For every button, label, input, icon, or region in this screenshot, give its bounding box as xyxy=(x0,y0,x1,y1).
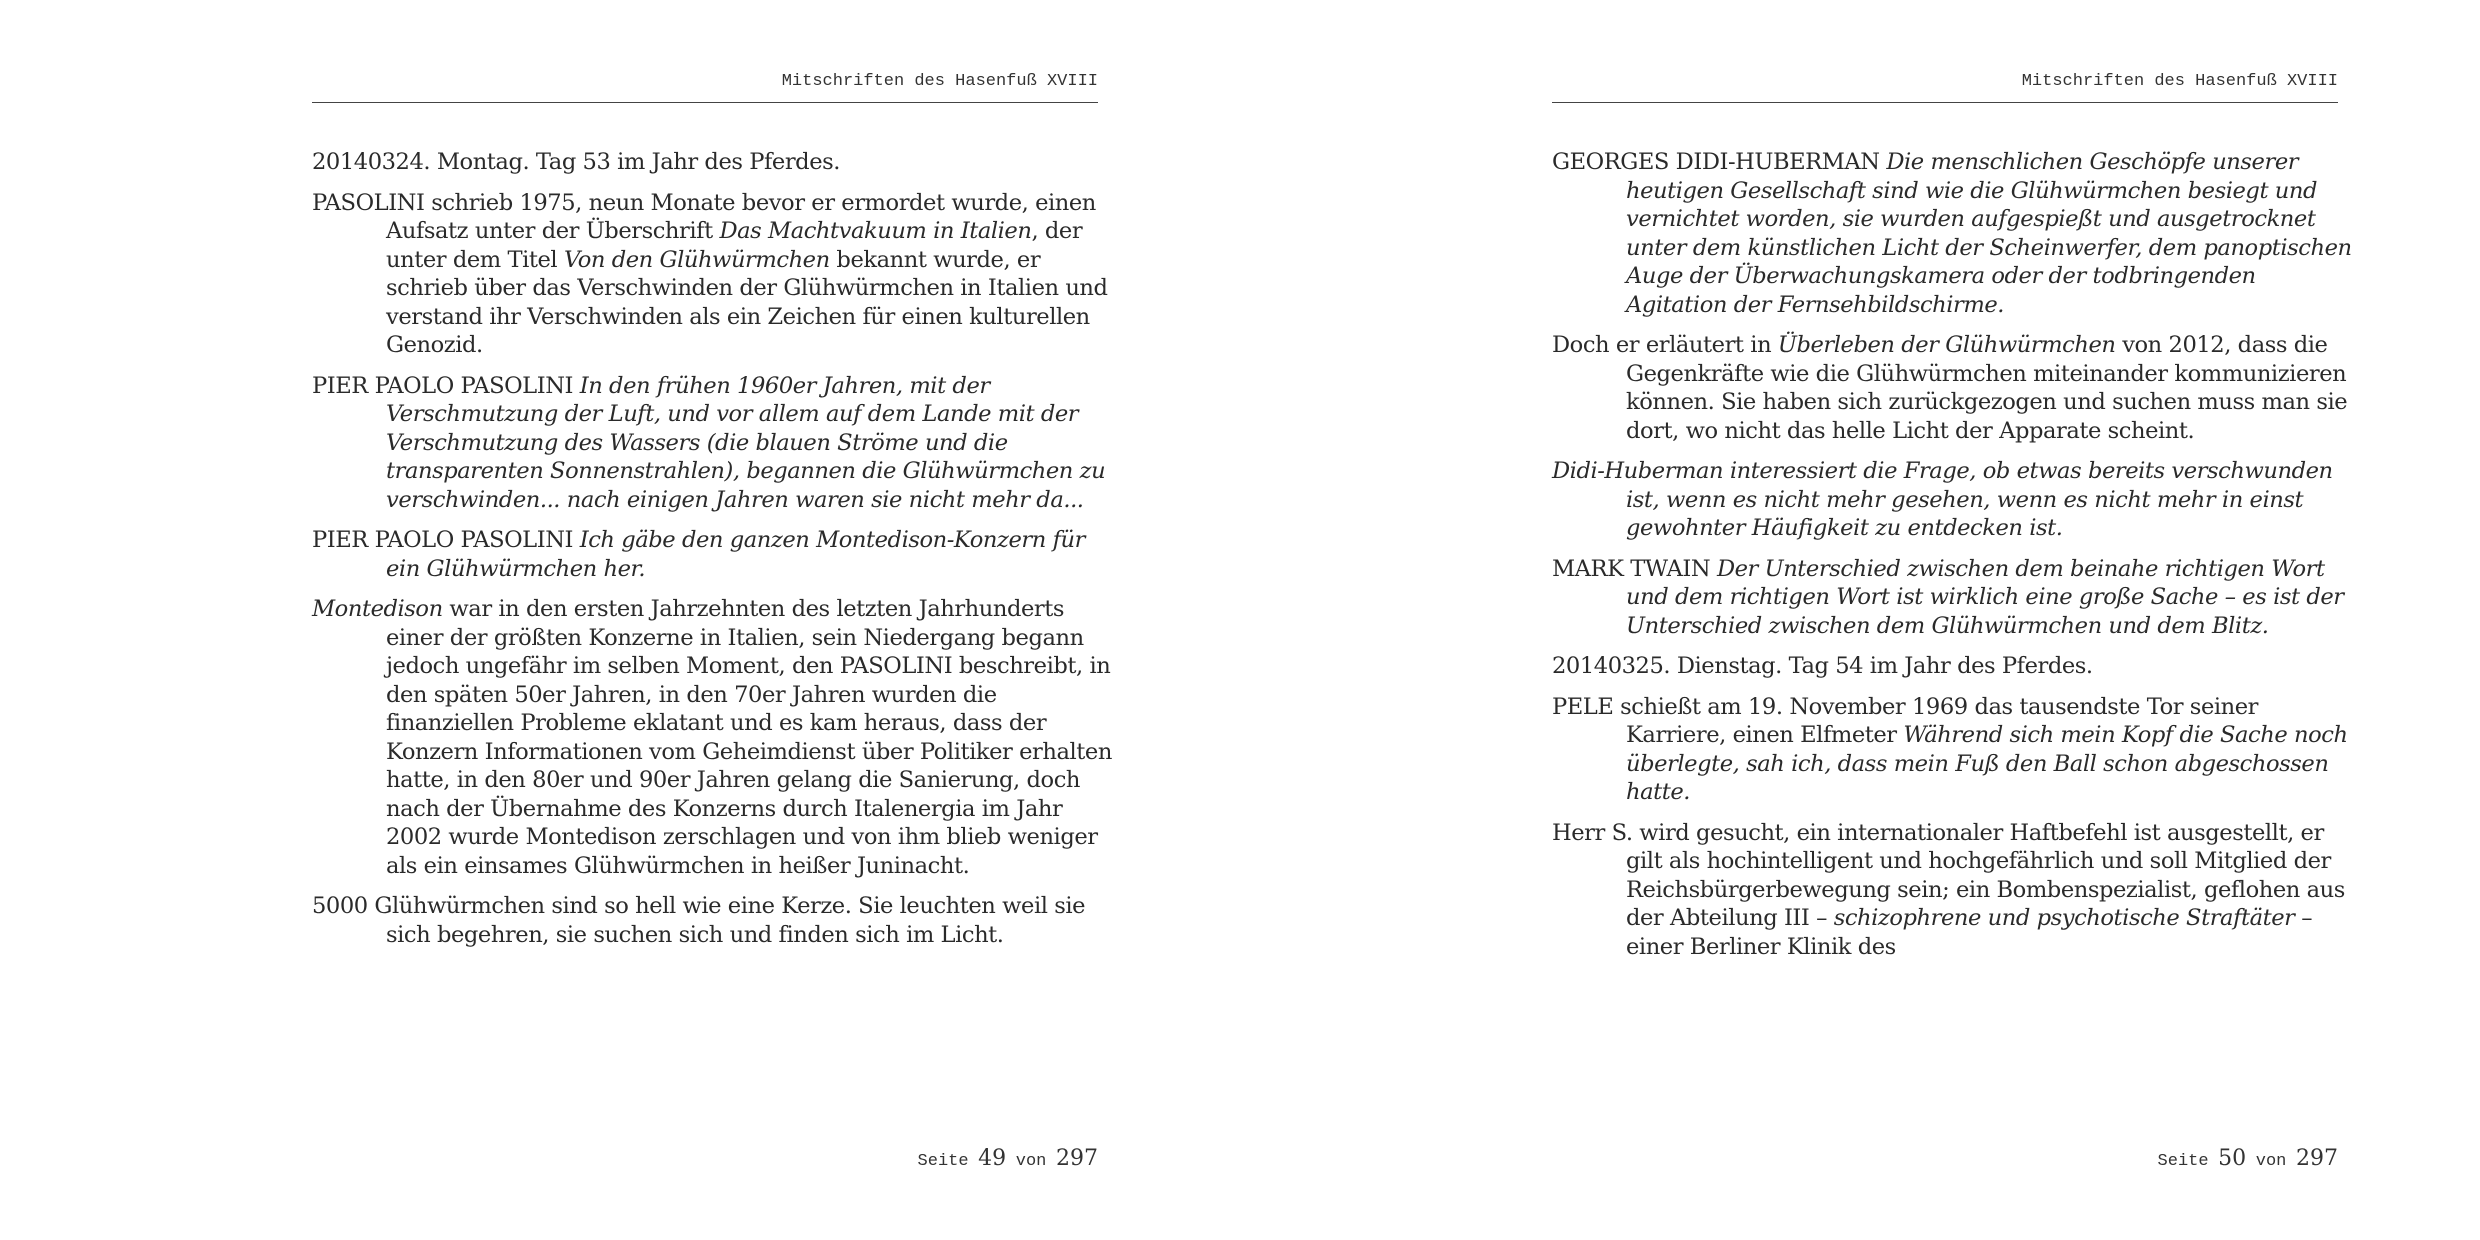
italic-text: Von den Glühwürmchen xyxy=(563,246,830,273)
running-header: Mitschriften des Hasenfuß XVIII xyxy=(312,72,1098,103)
journal-entry xyxy=(312,372,1112,515)
page-footer xyxy=(1552,1146,2338,1171)
italic-text: Ich gäbe den ganzen Montedison-Konzern für ein Glühwürmchen her. xyxy=(386,527,1085,582)
entry-text: von 2012, dass die Gegenkräfte wie die Glühwürmchen miteinander kommunizieren können. Sie haben sich zurückgezogen und suchen muss man sie dort, wo nicht das helle Licht der Apparate scheint. xyxy=(1626,332,2348,444)
journal-entry xyxy=(1552,148,2352,319)
entry-text: PASOLINI schrieb 1975, neun Monate bevor er ermordet wurde, einen Aufsatz unter der Überschrift xyxy=(312,189,1096,244)
page-number: 50 xyxy=(2218,1146,2247,1171)
running-header: Mitschriften des Hasenfuß XVIII xyxy=(1552,72,2338,103)
journal-entry xyxy=(1552,652,2352,681)
page-total: 297 xyxy=(1056,1146,1098,1171)
page-right xyxy=(1240,0,2480,1240)
footer-von-label: von xyxy=(1015,1152,1047,1171)
entry-text: war in den ersten Jahrzehnten des letzten Jahrhunderts einer der größten Konzerne in Italien, sein Niedergang begann jedoch ungefähr im selben Moment, den PASOLINI beschreibt, in den späten 50er Jahren, in den 70er Jahren wurden die finanziellen Probleme eklatant und es kam heraus, dass der Konzern Informationen vom Geheimdienst über Politiker erhalten hatte, in den 80er und 90er Jahren gelang die Sanierung, doch nach der Übernahme des Konzerns durch Italenergia im Jahr 2002 wurde Montedison zerschlagen und von ihm blieb weniger als ein einsames Glühwürmchen in heißer Juninacht. xyxy=(386,596,1112,879)
journal-entry xyxy=(312,526,1112,583)
journal-entry xyxy=(312,148,1112,177)
journal-entry xyxy=(1552,331,2352,445)
page-content xyxy=(312,148,1112,961)
page-content xyxy=(1552,148,2352,973)
entry-text: PIER PAOLO PASOLINI xyxy=(312,372,580,399)
journal-entry xyxy=(1552,555,2352,641)
italic-text: Der Unterschied zwischen dem beinahe richtigen Wort und dem richtigen Wort ist wirklich eine große Sache – es ist der Unterschied zwischen dem Glühwürmchen und dem Blitz. xyxy=(1626,555,2344,639)
page-total: 297 xyxy=(2296,1146,2338,1171)
journal-entry xyxy=(1552,693,2352,807)
entry-text: , der unter dem Titel xyxy=(386,218,1083,273)
footer-seite-label: Seite xyxy=(917,1152,969,1171)
journal-entry xyxy=(312,189,1112,360)
journal-entry xyxy=(1552,457,2352,543)
entry-text: – einer Berliner Klinik des xyxy=(1626,905,2313,960)
entry-text: GEORGES DIDI-HUBERMAN xyxy=(1552,149,1887,175)
entry-text: PIER PAOLO PASOLINI xyxy=(312,527,580,553)
italic-text: Das Machtvakuum in Italien xyxy=(719,218,1032,244)
journal-entry xyxy=(312,892,1112,949)
entry-text: Herr S. wird gesucht, ein internationaler Haftbefehl ist ausgestellt, er gilt als hochintelligent und hochgefährlich und soll Mitglied der Reichsbürgerbewegung sein; ein Bombenspezialist, geflohen aus der Abteilung III – xyxy=(1552,819,2345,931)
italic-text: schizophrene und psychotische Straftäter xyxy=(1833,905,2295,931)
italic-text: Didi-Huberman interessiert die Frage, ob etwas bereits verschwunden ist, wenn es nicht mehr gesehen, wenn es nicht mehr in einst gewohnter Häufigkeit zu entdecken ist. xyxy=(1552,458,2333,541)
footer-seite-label: Seite xyxy=(2157,1152,2209,1171)
italic-text: Montedison xyxy=(312,596,443,622)
entry-text: bekannt wurde, er schrieb über das Verschwinden der Glühwürmchen in Italien und verstand ihr Verschwinden als ein Zeichen für einen kulturellen Genozid. xyxy=(386,246,1108,358)
italic-text: Während sich mein Kopf die Sache noch überlegte, sah ich, dass mein Fuß den Ball schon abgeschossen hatte. xyxy=(1626,722,2348,805)
entry-text: PELE schießt am 19. November 1969 das tausendste Tor seiner Karriere, einen Elfmeter xyxy=(1552,693,2259,748)
italic-text: Die menschlichen Geschöpfe unserer heutigen Gesellschaft sind wie die Glühwürmchen besiegt und vernichtet worden, sie wurden aufgespießt und ausgetrocknet unter dem künstlichen Licht der Scheinwerfer, dem panoptischen Auge der Überwachungskamera oder der todbringenden Agitation der Fernsehbildschirme. xyxy=(1626,149,2352,318)
entry-text: Doch er erläutert in xyxy=(1552,332,1778,358)
entry-text: 5000 Glühwürmchen sind so hell wie eine Kerze. Sie leuchten weil sie sich begehren, sie suchen sich und finden sich im Licht. xyxy=(312,893,1086,948)
page-number: 49 xyxy=(978,1146,1007,1171)
entry-text: MARK TWAIN xyxy=(1552,555,1717,582)
entry-text: 20140325. Dienstag. Tag 54 im Jahr des Pferdes. xyxy=(1552,653,2093,679)
page-footer xyxy=(312,1146,1098,1171)
journal-entry xyxy=(312,595,1112,880)
italic-text: Überleben der Glühwürmchen xyxy=(1777,332,2116,358)
italic-text: In den frühen 1960er Jahren, mit der Verschmutzung der Luft, und vor allem auf dem Lande mit der Verschmutzung des Wassers (die blauen Ströme und die transparenten Sonnenstrahlen), begannen die Glühwürmchen zu verschwinden... nach einigen Jahren waren sie nicht mehr da... xyxy=(386,372,1106,513)
footer-von-label: von xyxy=(2255,1152,2287,1171)
journal-entry xyxy=(1552,819,2352,962)
entry-text: 20140324. Montag. Tag 53 im Jahr des Pferdes. xyxy=(312,149,840,175)
